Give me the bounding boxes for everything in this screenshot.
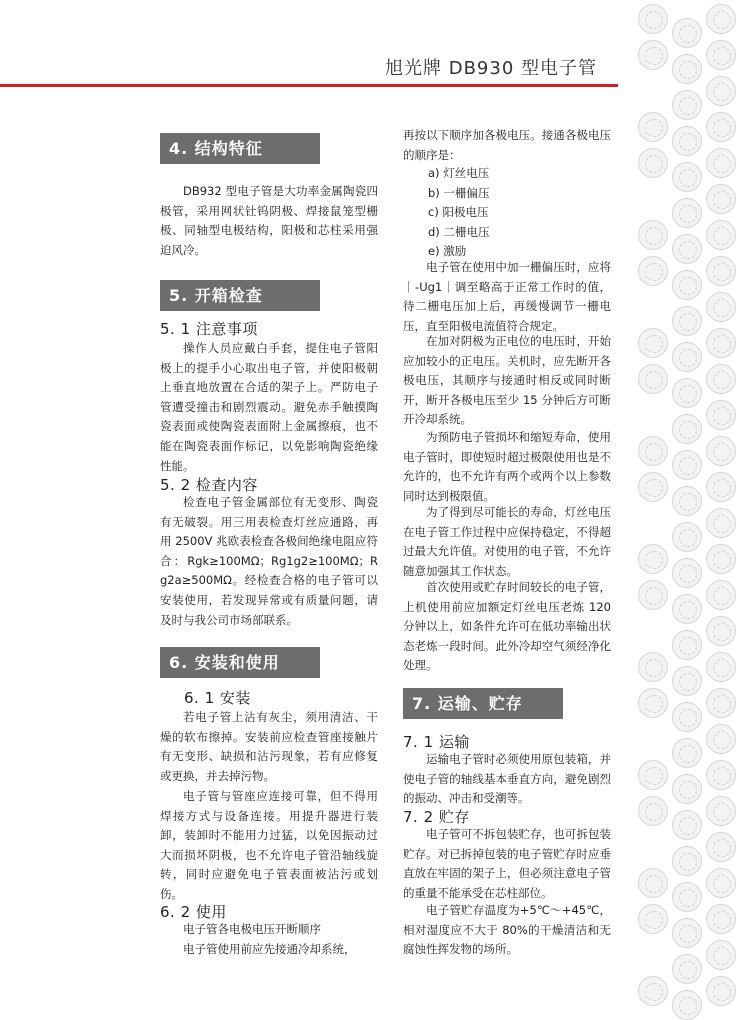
voltage-order-list [428, 164, 489, 262]
document-title: 旭光牌 DB930 型电子管 [384, 58, 597, 79]
watermark-seal-icon [706, 40, 736, 70]
watermark-seal-icon [672, 918, 702, 948]
watermark-seal-icon [706, 220, 736, 250]
watermark-seal-icon [638, 436, 668, 466]
list-item: a) 灯丝电压 [428, 166, 490, 180]
section-6-heading: 6. 安装和使用 [160, 647, 320, 678]
watermark-seal-icon [672, 486, 702, 516]
subsection-6-1-text-1: 若电子管上沾有灰尘，须用清洁、干燥的软布擦掉。安装前应检查管座接触片有无变形、缺损和沾污现象，若有应修复或更换，并去掉污物。 [160, 710, 378, 783]
usage-paragraph-4: 为了得到尽可能长的寿命，灯丝电压在电子管工作过程中应保持稳定，不得超过最大允许值。对使用的电子管，不允许随意加强其工作状态。 [403, 505, 611, 578]
subsection-6-2-heading: 6. 2 使用 [160, 903, 227, 921]
list-item: b) 一栅偏压 [428, 185, 490, 200]
watermark-seal-icon [672, 414, 702, 444]
watermark-seal-icon [706, 400, 736, 430]
watermark-seal-icon [672, 594, 702, 624]
watermark-seal-icon [706, 256, 736, 286]
watermark-seal-icon [638, 256, 668, 286]
list-item: e) 激励 [428, 244, 467, 259]
watermark-seal-icon [706, 76, 736, 106]
subsection-5-1-heading: 5. 1 注意事项 [160, 320, 258, 338]
watermark-seal-icon [638, 220, 668, 250]
watermark-seal-icon [638, 688, 668, 718]
watermark-seal-icon [638, 112, 668, 142]
watermark-seal-icon [706, 4, 736, 34]
subsection-5-2-text: 检查电子管金属部位有无变形、陶瓷有无破裂。用三用表检查灯丝应通路，再用 2500V 兆欧表检查各极间绝缘电阻应符合：Rgk≥100MΩ；Rg1g2≥100MΩ；Rg2a≥500MΩ。经检查合格的电子管可以安装使用，若发现异常或有质量问题，请及时与我公司市场部联系。 [160, 495, 378, 627]
watermark-seal-icon [638, 796, 668, 826]
watermark-seal-icon [706, 292, 736, 322]
watermark-seal-icon [638, 328, 668, 358]
subsection-5-2-heading: 5. 2 检查内容 [160, 476, 258, 494]
subsection-5-1-text: 操作人员应戴白手套，提住电子管阳极上的提手小心取出电子管，并使阳极朝上垂直地放置在合适的架子上。严防电子管遭受撞击和剧烈震动。避免赤手触摸陶瓷表面或使陶瓷表面附上金属擦痕，也不能在陶瓷表面作标记，以免影响陶瓷绝缘性能。 [160, 341, 378, 473]
watermark-seal-icon [638, 580, 668, 610]
watermark-seal-icon [672, 234, 702, 264]
section-4-heading: 4. 结构特征 [160, 133, 320, 164]
subsection-6-2-text-2: 电子管使用前应先接通冷却系统， [183, 942, 356, 956]
voltage-order-intro: 再按以下顺序加各极电压。接通各极电压的顺序是： [403, 128, 611, 162]
watermark-seal-icon [672, 846, 702, 876]
section-4-text: DB932 型电子管是大功率金属陶瓷四极管，采用网状钍钨阴极、焊接鼠笼型栅极、同轴型电极结构，阳极和芯柱采用强迫风冷。 [160, 184, 378, 257]
watermark-seal-icon [706, 508, 736, 538]
subsection-7-2-text-2: 电子管贮存温度为+5℃～+45℃，相对湿度应不大于 80%的干燥清洁和无腐蚀性挥发物的场所。 [403, 903, 611, 957]
usage-paragraph-2: 在加对阴极为正电位的电压时，开始应加较小的正电压。关机时，应先断开各极电压，其顺序与接通时相反或同时断开，断开各极电压至少 15 分钟后方可断开冷却系统。 [403, 334, 611, 427]
watermark-seal-icon [638, 760, 668, 790]
watermark-seal-strip [628, 0, 737, 1008]
watermark-seal-icon [672, 522, 702, 552]
watermark-seal-icon [672, 666, 702, 696]
watermark-seal-icon [706, 940, 736, 970]
watermark-seal-icon [706, 112, 736, 142]
watermark-seal-icon [672, 54, 702, 84]
watermark-seal-icon [638, 544, 668, 574]
watermark-seal-icon [706, 580, 736, 610]
watermark-seal-icon [638, 4, 668, 34]
watermark-seal-icon [706, 148, 736, 178]
watermark-seal-icon [706, 544, 736, 574]
watermark-seal-icon [706, 832, 736, 862]
watermark-seal-icon [672, 558, 702, 588]
subsection-7-1-heading: 7. 1 运输 [403, 733, 470, 751]
subsection-6-2-text-1: 电子管各电极电压开断顺序 [183, 922, 321, 936]
watermark-seal-icon [672, 198, 702, 228]
watermark-seal-icon [638, 904, 668, 934]
watermark-seal-icon [706, 760, 736, 790]
watermark-seal-icon [706, 868, 736, 898]
watermark-seal-icon [706, 436, 736, 466]
watermark-seal-icon [706, 724, 736, 754]
watermark-seal-icon [638, 364, 668, 394]
watermark-seal-icon [706, 184, 736, 214]
watermark-seal-icon [672, 18, 702, 48]
watermark-seal-icon [706, 472, 736, 502]
watermark-seal-icon [672, 882, 702, 912]
usage-paragraph-1: 电子管在使用中加一栅偏压时，应将｜-Ug1｜调至略高于正常工作时的值，待二栅电压加上后，再缓慢调节一栅电压，直至阳极电流值符合规定。 [403, 260, 611, 333]
section-7-heading: 7. 运输、贮存 [403, 688, 563, 719]
watermark-seal-icon [672, 738, 702, 768]
watermark-seal-icon [638, 472, 668, 502]
subsection-7-1-text: 运输电子管时必须使用原包装箱，并使电子管的轴线基本垂直方向，避免剧烈的振动、冲击和受潮等。 [403, 752, 611, 806]
subsection-6-1-heading: 6. 1 安装 [184, 689, 251, 707]
watermark-seal-icon [672, 702, 702, 732]
watermark-seal-icon [672, 810, 702, 840]
watermark-seal-icon [672, 954, 702, 984]
watermark-seal-icon [706, 976, 736, 1006]
watermark-seal-icon [672, 450, 702, 480]
watermark-seal-icon [672, 774, 702, 804]
watermark-seal-icon [672, 378, 702, 408]
list-item: d) 二栅电压 [428, 224, 490, 239]
watermark-seal-icon [706, 364, 736, 394]
watermark-seal-icon [706, 616, 736, 646]
watermark-seal-icon [672, 990, 702, 1020]
watermark-seal-icon [706, 652, 736, 682]
watermark-seal-icon [706, 904, 736, 934]
watermark-seal-icon [638, 652, 668, 682]
usage-paragraph-3: 为预防电子管损坏和缩短寿命，使用电子管时，即使短时超过极限使用也是不允许的，也不允许有两个或两个以上参数同时达到极限值。 [403, 430, 611, 503]
section-5-heading: 5. 开箱检查 [160, 280, 320, 311]
subsection-6-1-text-2: 电子管与管座应连接可靠，但不得用焊接方式与设备连接。用提升器进行装卸，装卸时不能用力过猛，以免因振动过大而损坏阴极，也不允许电子管沿轴线旋转，同时应避免电子管表面被沾污或划伤。 [160, 789, 378, 901]
watermark-seal-icon [672, 126, 702, 156]
watermark-seal-icon [706, 688, 736, 718]
watermark-seal-icon [638, 868, 668, 898]
watermark-seal-icon [672, 162, 702, 192]
watermark-seal-icon [672, 342, 702, 372]
watermark-seal-icon [672, 90, 702, 120]
list-item: c) 阳极电压 [428, 205, 489, 220]
usage-paragraph-5: 首次使用或贮存时间较长的电子管，上机使用前应加额定灯丝电压老炼 120 分钟以上，如条件允许可在低功率输出状态老炼一段时间。此外冷却空气须经净化处理。 [403, 580, 611, 673]
watermark-seal-icon [638, 976, 668, 1006]
watermark-seal-icon [672, 306, 702, 336]
subsection-7-2-heading: 7. 2 贮存 [403, 808, 470, 826]
watermark-seal-icon [638, 148, 668, 178]
watermark-seal-icon [706, 796, 736, 826]
watermark-seal-icon [638, 40, 668, 70]
header-rule [0, 84, 618, 87]
watermark-seal-icon [672, 270, 702, 300]
subsection-7-2-text-1: 电子管可不拆包装贮存，也可拆包装贮存。对已拆掉包装的电子管贮存时应垂直放在牢固的架子上，但必须注意电子管的重量不能承受在芯柱部位。 [403, 827, 611, 900]
watermark-seal-icon [706, 328, 736, 358]
watermark-seal-icon [672, 630, 702, 660]
